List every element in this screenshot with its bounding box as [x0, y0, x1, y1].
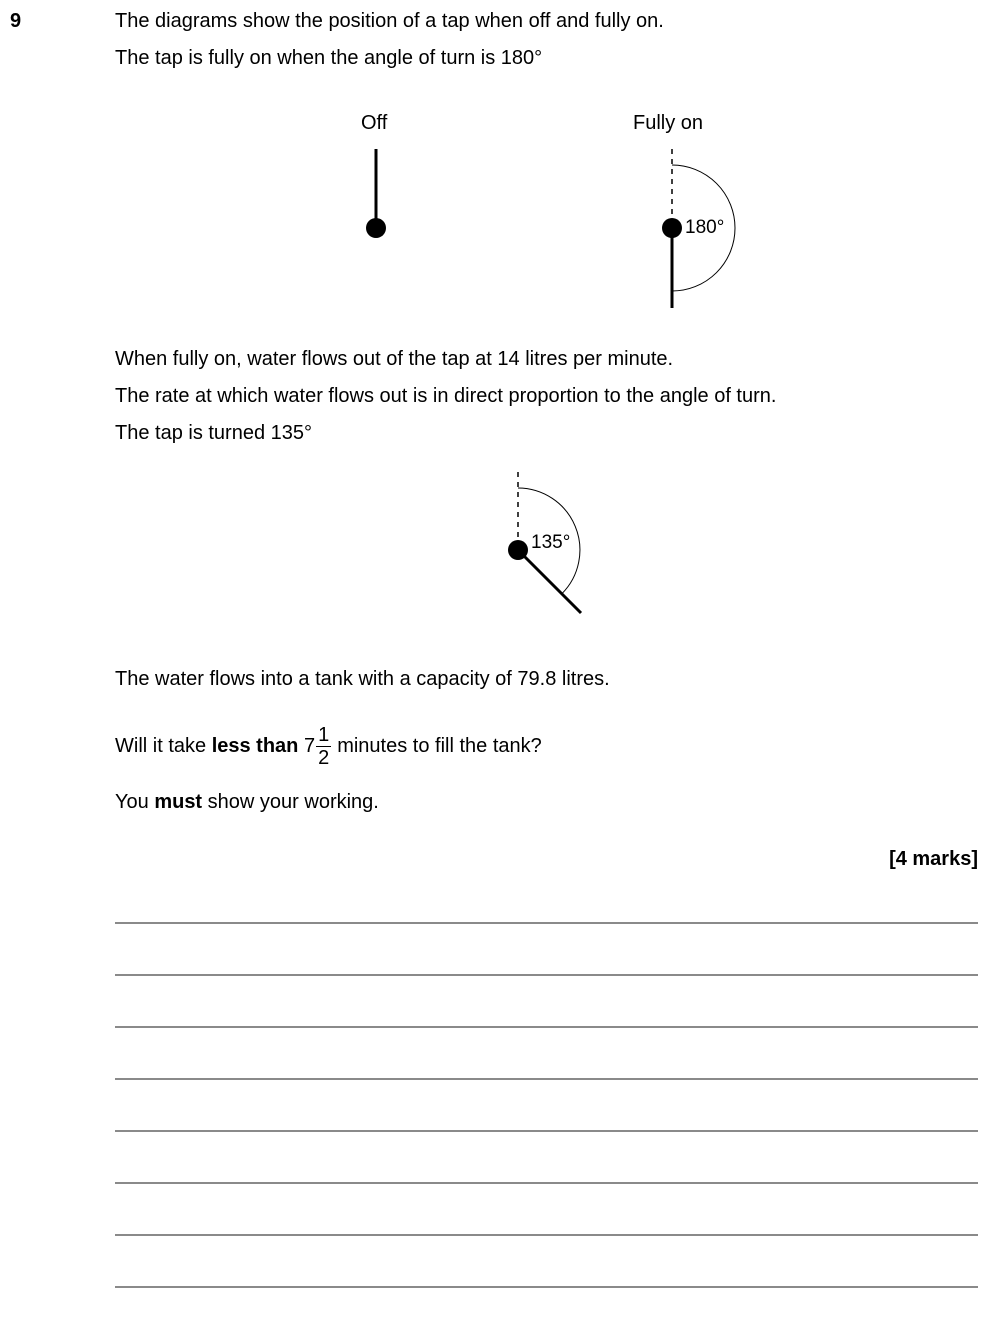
answer-line[interactable]	[115, 1078, 978, 1080]
tank-line: The water flows into a tank with a capacity of 79.8 litres.	[115, 668, 610, 690]
working-instruction	[115, 789, 379, 815]
fully-on-pivot	[662, 218, 682, 238]
turned-pivot	[508, 540, 528, 560]
info-line-3: The tap is turned 135°	[115, 422, 313, 444]
question-ask	[115, 721, 542, 771]
fully-on-label: Fully on	[633, 112, 704, 134]
answer-line[interactable]	[115, 922, 978, 924]
working-prefix: You	[115, 791, 155, 813]
fraction-numerator: 1	[318, 724, 330, 747]
ask-bold: less than	[211, 735, 299, 757]
question-number: 9	[10, 10, 22, 32]
ask-prefix: Will it take	[115, 735, 212, 757]
working-suffix: show your working.	[202, 791, 379, 813]
answer-line[interactable]	[115, 1234, 978, 1236]
answer-line[interactable]	[115, 1130, 978, 1132]
ask-suffix: minutes to fill the tank?	[337, 735, 542, 757]
fully-on-angle-label: 180°	[685, 217, 725, 238]
answer-line[interactable]	[115, 1182, 978, 1184]
working-bold: must	[154, 791, 203, 813]
answer-line[interactable]	[115, 1026, 978, 1028]
info-line-2: The rate at which water flows out is in direct proportion to the angle of turn.	[115, 385, 777, 407]
ask-whole-number: 7	[303, 735, 316, 757]
answer-line[interactable]	[115, 1286, 978, 1288]
off-label: Off	[361, 112, 388, 134]
intro-line-1: The diagrams show the position of a tap when off and fully on.	[115, 10, 664, 32]
tap-off-diagram	[355, 145, 397, 245]
turned-angle-label: 135°	[531, 532, 571, 553]
marks-label: [4 marks]	[889, 848, 978, 870]
info-line-1: When fully on, water flows out of the tap at 14 litres per minute.	[115, 348, 674, 370]
answer-line[interactable]	[115, 974, 978, 976]
ask-fraction	[316, 724, 331, 769]
intro-line-2: The tap is fully on when the angle of turn is 180°	[115, 47, 543, 69]
tap-off-pivot	[366, 218, 386, 238]
fraction-denominator: 2	[318, 747, 330, 770]
